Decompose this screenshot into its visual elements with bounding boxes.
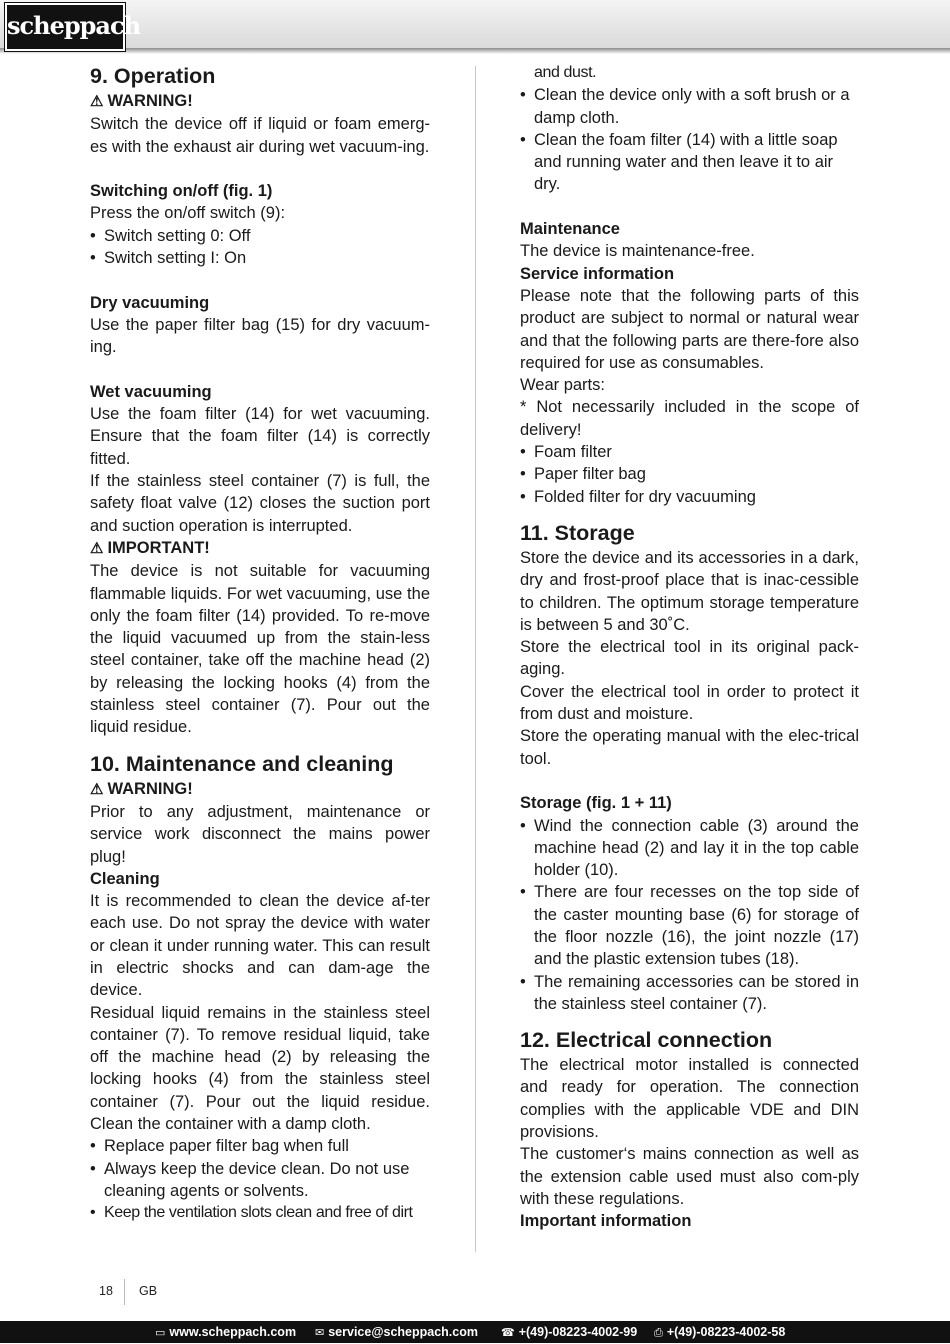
page-number-divider [124, 1279, 125, 1305]
electrical-text-2: The customer‘s mains connection as well as the extension cable used must also com-ply with these regulations. [520, 1145, 859, 1208]
section-10-title: 10. Maintenance and cleaning [90, 751, 394, 776]
storage-list [520, 815, 859, 1016]
wear-parts-list [520, 441, 859, 508]
language-code: GB [139, 1284, 158, 1298]
header-shadow [0, 48, 950, 54]
wear-parts-label: Wear parts: [520, 376, 605, 395]
envelope-icon: ✉ [315, 1327, 325, 1339]
switching-text: Press the on/off switch (9): [90, 204, 286, 223]
cleaning-title: Cleaning [90, 869, 160, 888]
switch-list [90, 225, 430, 270]
list-item: • There are four recesses on the top side of the caster mounting base (6) for storage of the floor nozzle (16), the joint nozzle (17) and the plastic extension tubes (18). [520, 881, 859, 970]
cleaning-list-continued [520, 62, 859, 196]
important-heading: ⚠ IMPORTANT! [90, 538, 210, 557]
warning-heading: ⚠ WARNING! [90, 92, 193, 110]
wet-vacuuming-text: Use the foam filter (14) for wet vacuuming. Ensure that the foam filter (14) is correctly fitted. [90, 405, 430, 468]
maintenance-title: Maintenance [520, 220, 620, 239]
column-divider [475, 66, 476, 1252]
page-header [0, 0, 950, 50]
contact-footer [0, 1321, 950, 1343]
maintenance-warning-text: Prior to any adjustment, maintenance or service work disconnect the mains power plug! [90, 802, 430, 866]
list-item: • Replace paper filter bag when full [90, 1135, 430, 1157]
phone-icon: ☎ [501, 1327, 515, 1339]
list-item: • Switch setting 0: Off [90, 225, 430, 247]
list-item: • Keep the ventilation slots clean and free of dirt [90, 1202, 430, 1224]
storage-fig-title: Storage (fig. 1 + 11) [520, 794, 672, 813]
list-item: • Paper filter bag [520, 463, 859, 485]
storage-text-2: Store the electrical tool in its original pack-aging. [520, 638, 859, 679]
right-column [520, 62, 859, 1233]
scheppach-logo: scheppach [5, 3, 125, 51]
important-text: The device is not suitable for vacuuming flammable liquids. For wet vacuuming, use the only the foam filter (14) provided. To re-move the liquid vacuumed up from the stain-less steel container, take off the machine head (2) by releasing the locking hooks (4) from the stainless steel container (7). Pour out the liquid residue. [90, 562, 430, 737]
list-item: • Clean the device only with a soft brush or a damp cloth. [520, 84, 859, 129]
wet-vacuuming-title: Wet vacuuming [90, 382, 212, 401]
list-item: • Always keep the device clean. Do not use cleaning agents or solvents. [90, 1158, 430, 1203]
warning-heading: ⚠ WARNING! [90, 779, 193, 798]
warning-icon: ⚠ [90, 539, 104, 557]
section-9-title: 9. Operation [90, 64, 216, 88]
fax-icon: ⎙ [654, 1327, 663, 1339]
section-11-title: 11. Storage [520, 520, 635, 545]
fax-item: ⎙ +(49)-08223-4002-58 [654, 1325, 786, 1339]
email-item[interactable]: ✉ service@scheppach.com [315, 1325, 478, 1339]
section-12-title: 12. Electrical connection [520, 1028, 773, 1053]
wet-vacuuming-text-2: If the stainless steel container (7) is full, the safety float valve (12) closes the suction port and suction operation is interrupted. [90, 472, 430, 535]
left-column [90, 62, 430, 1225]
warning-icon: ⚠ [90, 780, 104, 798]
list-item: • Clean the foam filter (14) with a little soap and running water and then leave it to air dry. [520, 129, 859, 196]
page-number: 18 [99, 1284, 113, 1298]
list-item: • The remaining accessories can be stored in the stainless steel container (7). [520, 971, 859, 1016]
list-item: • Wind the connection cable (3) around the machine head (2) and lay it in the top cable holder (10). [520, 815, 859, 882]
list-item: • Folded filter for dry vacuuming [520, 486, 859, 508]
important-information-title: Important information [520, 1212, 692, 1231]
cleaning-list [90, 1135, 430, 1224]
electrical-text: The electrical motor installed is connected and ready for operation. The connection complies with the applicable VDE and DIN provisions. [520, 1056, 859, 1142]
service-information-text: Please note that the following parts of this product are subject to normal or natural wear and that the following parts are there-fore also required for use as consumables. [520, 286, 859, 372]
storage-text: Store the device and its accessories in a dark, dry and frost-proof place that is inac-cessible to children. The optimum storage temperature is between 5 and 30˚C. [520, 548, 859, 634]
maintenance-text: The device is maintenance-free. [520, 242, 755, 261]
warning-icon: ⚠ [90, 93, 104, 110]
switching-title: Switching on/off (fig. 1) [90, 182, 273, 201]
wear-parts-note: * Not necessarily included in the scope of delivery! [520, 398, 859, 439]
service-information-title: Service information [520, 264, 675, 283]
list-item: • Foam filter [520, 441, 859, 463]
storage-text-4: Store the operating manual with the elec-trical tool. [520, 727, 859, 768]
cleaning-text: It is recommended to clean the device af-ter each use. Do not spray the device with water or clean it under running water. This can result in electric shocks and can dam-age the device. [90, 892, 430, 1000]
phone-item: ☎ +(49)-08223-4002-99 [501, 1325, 638, 1339]
list-item-continued: and dust. [534, 64, 597, 81]
cleaning-text-2: Residual liquid remains in the stainless steel container (7). To remove residual liquid, take off the machine head (2) by releasing the locking hooks (4) from the stainless steel container (7). Pour out the liquid residue. Clean the container with a damp cloth. [90, 1003, 430, 1134]
monitor-icon: ▭ [155, 1327, 166, 1339]
dry-vacuuming-text: Use the paper filter bag (15) for dry vacuum-ing. [90, 315, 430, 357]
website-item[interactable]: ▭ www.scheppach.com [155, 1325, 297, 1339]
dry-vacuuming-title: Dry vacuuming [90, 293, 210, 312]
storage-text-3: Cover the electrical tool in order to protect it from dust and moisture. [520, 682, 859, 724]
list-item: • Switch setting I: On [90, 247, 430, 269]
warning-text: Switch the device off if liquid or foam emerg-es with the exhaust air during wet vacuum-ing. [90, 115, 430, 156]
